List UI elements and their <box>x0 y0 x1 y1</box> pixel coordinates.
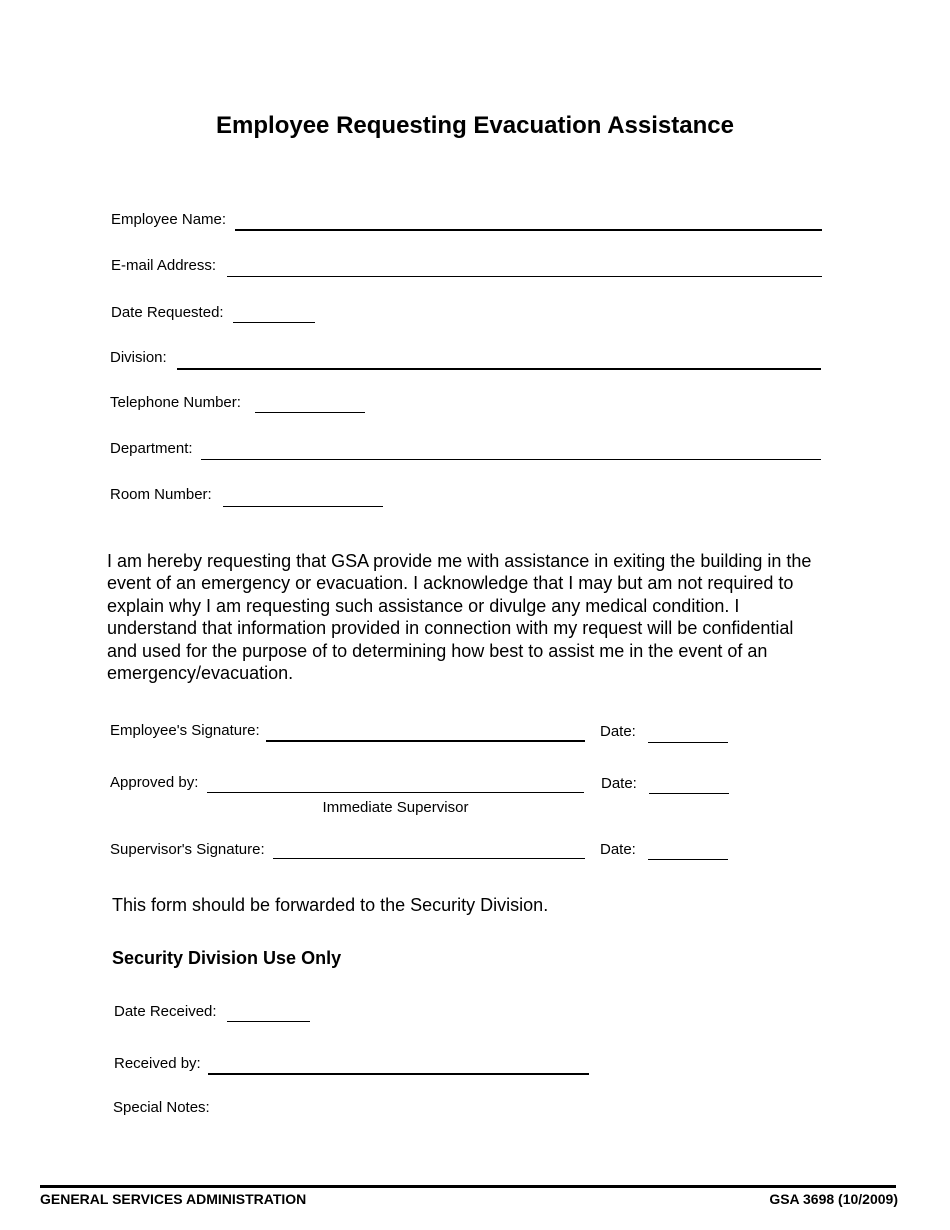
supervisor-signature-label: Supervisor's Signature: <box>110 841 265 858</box>
employee-signature-label: Employee's Signature: <box>110 722 260 739</box>
email-address-underline <box>227 276 822 277</box>
room-number-label: Room Number: <box>110 486 212 503</box>
statement-line: understand that information provided in connection with my request will be confidential <box>107 618 794 639</box>
employee-name-label: Employee Name: <box>111 211 227 228</box>
supervisor-signature-field[interactable] <box>275 840 583 858</box>
approved-by-date-underline <box>649 793 729 794</box>
employee-name-underline <box>235 229 822 231</box>
footer-rule <box>40 1185 896 1188</box>
approved-by-date-label: Date: <box>601 775 637 792</box>
telephone-number-field[interactable] <box>257 394 363 412</box>
supervisor-signature-date-label: Date: <box>600 841 636 858</box>
division-field[interactable] <box>179 349 819 367</box>
statement-line: and used for the purpose of to determining how best to assist me in the event of an <box>107 640 768 661</box>
date-received-underline <box>227 1021 310 1022</box>
date-received-label: Date Received: <box>114 1003 217 1020</box>
department-label: Department: <box>110 440 193 457</box>
received-by-field[interactable] <box>210 1055 587 1073</box>
employee-signature-date-field[interactable] <box>650 723 726 741</box>
special-notes-label: Special Notes: <box>113 1099 210 1116</box>
special-notes-field[interactable] <box>113 1120 833 1168</box>
footer-form-number: GSA 3698 (10/2009) <box>769 1191 898 1207</box>
supervisor-signature-date-underline <box>648 859 728 860</box>
telephone-number-label: Telephone Number: <box>110 394 241 411</box>
date-received-field[interactable] <box>229 1003 308 1021</box>
division-label: Division: <box>110 349 167 366</box>
email-address-label: E-mail Address: <box>111 257 217 274</box>
form-title: Employee Requesting Evacuation Assistance <box>216 112 734 139</box>
supervisor-signature-date-field[interactable] <box>650 841 726 859</box>
approved-by-label: Approved by: <box>110 774 199 791</box>
forward-notice: This form should be forwarded to the Security Division. <box>112 895 549 915</box>
security-division-heading: Security Division Use Only <box>112 948 342 968</box>
division-underline <box>177 368 821 370</box>
request-statement <box>107 550 847 684</box>
department-field[interactable] <box>203 440 819 458</box>
employee-signature-field[interactable] <box>268 722 583 740</box>
email-address-field[interactable] <box>229 257 820 275</box>
received-by-underline <box>208 1073 589 1075</box>
room-number-underline <box>223 506 383 507</box>
department-underline <box>201 459 821 460</box>
date-requested-field[interactable] <box>235 304 313 322</box>
received-by-label: Received by: <box>114 1055 201 1072</box>
employee-signature-date-underline <box>648 742 728 743</box>
statement-line: emergency/evacuation. <box>107 663 294 684</box>
employee-signature-date-label: Date: <box>600 723 636 740</box>
footer-agency: GENERAL SERVICES ADMINISTRATION <box>40 1191 307 1207</box>
date-requested-label: Date Requested: <box>111 304 224 321</box>
immediate-supervisor-caption: Immediate Supervisor <box>322 799 469 816</box>
statement-line: I am hereby requesting that GSA provide me with assistance in exiting the building in the <box>107 551 812 571</box>
approved-by-field[interactable] <box>209 774 582 792</box>
employee-name-field[interactable] <box>237 211 820 229</box>
statement-line: explain why I am requesting such assistance or divulge any medical condition. I <box>107 595 740 616</box>
date-requested-underline <box>233 322 315 323</box>
room-number-field[interactable] <box>225 487 381 505</box>
employee-signature-underline <box>266 740 585 742</box>
telephone-number-underline <box>255 412 365 413</box>
approved-by-underline <box>207 792 584 793</box>
statement-line: event of an emergency or evacuation. I acknowledge that I may but am not required to <box>107 573 794 594</box>
approved-by-date-field[interactable] <box>651 775 727 793</box>
supervisor-signature-underline <box>273 858 585 859</box>
